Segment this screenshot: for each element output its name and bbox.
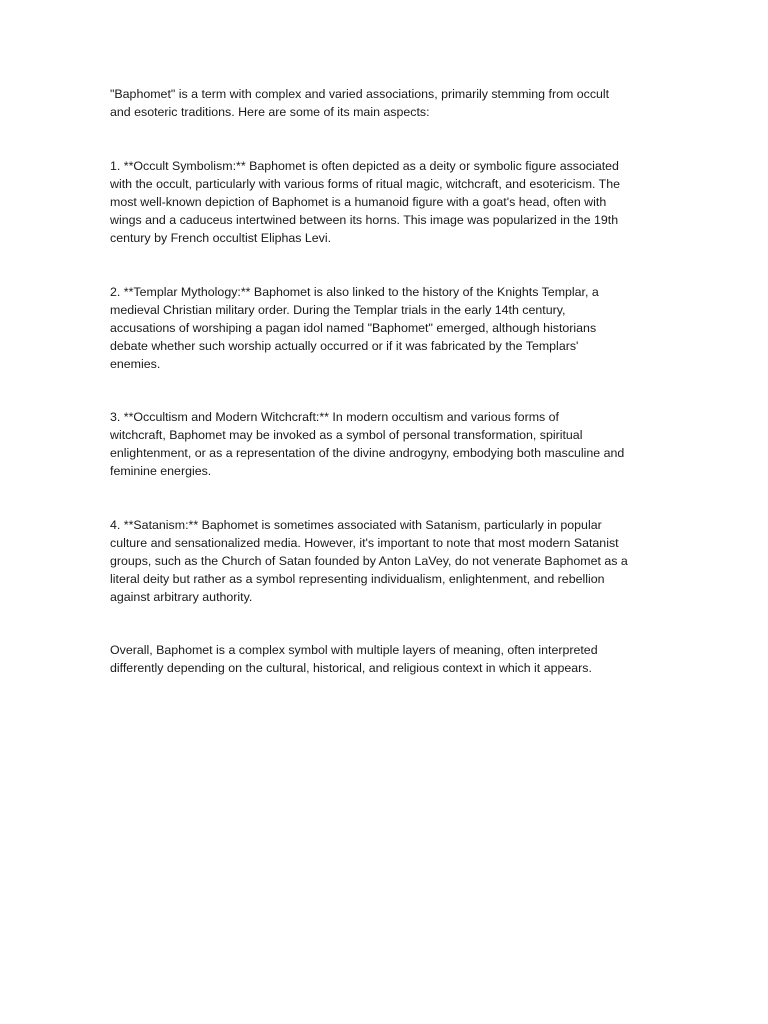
- text-line: century by French occultist Eliphas Levi.: [110, 231, 332, 245]
- text-line: debate whether such worship actually occurred or if it was fabricated by the Templars': [110, 339, 579, 353]
- text-line: accusations of worshiping a pagan idol named "Baphomet" emerged, although historians: [110, 321, 597, 335]
- section-occult-symbolism: [110, 157, 670, 247]
- text-line: against arbitrary authority.: [110, 590, 253, 604]
- text-line: groups, such as the Church of Satan founded by Anton LaVey, do not venerate Baphomet as a: [110, 554, 628, 568]
- text-line: with the occult, particularly with various forms of ritual magic, witchcraft, and esotericism. The: [110, 177, 621, 191]
- text-line: feminine energies.: [110, 464, 212, 478]
- text-line: Overall, Baphomet is a complex symbol with multiple layers of meaning, often interpreted: [110, 643, 598, 657]
- text-line: 1. **Occult Symbolism:** Baphomet is often depicted as a deity or symbolic figure associated: [110, 159, 619, 173]
- text-line: literal deity but rather as a symbol representing individualism, enlightenment, and rebellion: [110, 572, 605, 586]
- text-line: medieval Christian military order. During the Templar trials in the early 14th century,: [110, 303, 566, 317]
- text-line: wings and a caduceus intertwined between its horns. This image was popularized in the 19th: [110, 213, 619, 227]
- text-line: 3. **Occultism and Modern Witchcraft:** In modern occultism and various forms of: [110, 410, 559, 424]
- section-templar-mythology: [110, 283, 670, 373]
- text-line: enlightenment, or as a representation of the divine androgyny, embodying both masculine and: [110, 446, 625, 460]
- conclusion-paragraph: [110, 641, 670, 677]
- text-line: 2. **Templar Mythology:** Baphomet is also linked to the history of the Knights Templar, a: [110, 285, 599, 299]
- section-satanism: [110, 516, 670, 606]
- text-line: witchcraft, Baphomet may be invoked as a symbol of personal transformation, spiritual: [110, 428, 583, 442]
- text-line: most well-known depiction of Baphomet is a humanoid figure with a goat's head, often with: [110, 195, 607, 209]
- text-line: "Baphomet" is a term with complex and varied associations, primarily stemming from occult: [110, 87, 610, 101]
- intro-paragraph: [110, 85, 670, 121]
- text-line: enemies.: [110, 357, 161, 371]
- text-line: and esoteric traditions. Here are some of its main aspects:: [110, 105, 430, 119]
- text-line: differently depending on the cultural, historical, and religious context in which it appears.: [110, 661, 592, 675]
- section-modern-witchcraft: [110, 408, 670, 480]
- text-line: culture and sensationalized media. However, it's important to note that most modern Satanist: [110, 536, 619, 550]
- text-line: 4. **Satanism:** Baphomet is sometimes associated with Satanism, particularly in popular: [110, 518, 602, 532]
